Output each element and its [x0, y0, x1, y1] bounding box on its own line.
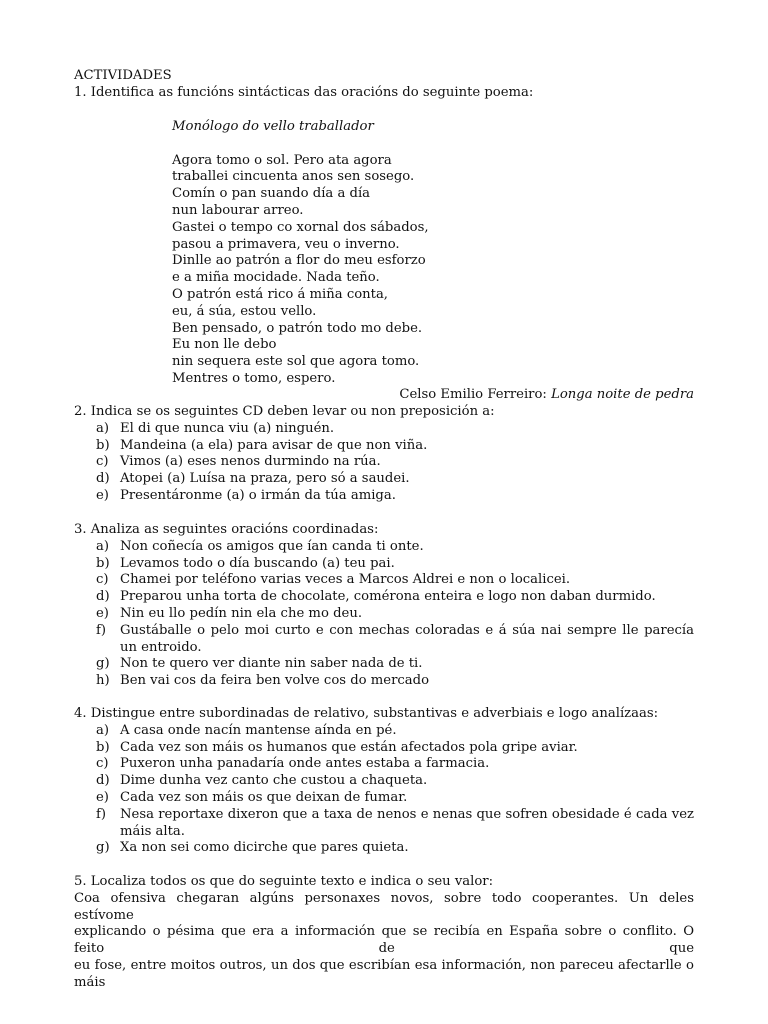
poem-line: nun labourar arreo. — [172, 202, 304, 218]
list-item — [74, 740, 694, 757]
list-item — [74, 756, 694, 773]
heading-block — [74, 68, 694, 102]
poem-title: Monólogo do vello traballador — [172, 119, 374, 134]
item-marker: b) — [96, 437, 110, 453]
poem-line: pasou a primavera, veu o inverno. — [172, 236, 400, 252]
item-text: Puxeron unha panadaría onde antes estaba a farmacia. — [120, 756, 490, 772]
item-text: Mandeina (a ela) para avisar de que non viña. — [120, 437, 428, 453]
list-item — [74, 488, 694, 505]
list-item — [74, 438, 694, 455]
poem-line: O patrón está rico á miña conta, — [172, 286, 388, 302]
q3-section — [74, 522, 694, 690]
q5-text-line: explicando o pésima que era a información que se recibía en España sobre o conflito. O feito de que — [74, 924, 694, 957]
poem-line: Agora tomo o sol. Pero ata agora — [172, 152, 392, 168]
poem-line: e a miña mocidade. Nada teño. — [172, 270, 380, 286]
q3-list — [74, 539, 694, 690]
item-marker: d) — [96, 589, 110, 605]
attribution-author: Celso Emilio Ferreiro: — [399, 387, 552, 402]
item-marker: c) — [96, 756, 109, 772]
item-text: El di que nunca viu (a) ninguén. — [120, 420, 335, 436]
item-marker: f) — [96, 622, 107, 638]
item-text: Ben vai cos da feira ben volve cos do mercado — [120, 673, 430, 689]
item-marker: a) — [96, 420, 110, 436]
item-text: Cada vez son máis os humanos que están afectados pola gripe aviar. — [120, 739, 578, 755]
item-text: Non coñecía os amigos que ían canda ti onte. — [120, 538, 424, 554]
item-text: Nesa reportaxe dixeron que a taxa de nenos e nenas que sofren obesidade é cada vez máis alta. — [120, 806, 694, 839]
item-text: Xa non sei como dicirche que pares quieta. — [120, 840, 409, 856]
list-item — [74, 807, 694, 841]
poem-line: Comín o pan suando día a día — [172, 186, 371, 202]
list-item — [74, 623, 694, 657]
list-item — [74, 656, 694, 673]
item-text: Dime dunha vez canto che custou a chaqueta. — [120, 773, 428, 789]
item-text: Preparou unha torta de chocolate, comérona enteira e logo non daban durmido. — [120, 589, 656, 605]
poem-line: Ben pensado, o patrón todo mo debe. — [172, 320, 423, 336]
item-text: Chamei por teléfono varias veces a Marcos Aldrei e non o localicei. — [120, 572, 571, 588]
poem-line: eu, á súa, estou vello. — [172, 303, 317, 319]
q5-prompt: 5. Localiza todos os que do seguinte texto e indica o seu valor: — [74, 874, 494, 889]
poem-line: traballei cincuenta anos sen sosego. — [172, 169, 415, 185]
item-text: Cada vez son máis os que deixan de fumar. — [120, 789, 408, 805]
list-item — [74, 790, 694, 807]
item-text: Vimos (a) eses nenos durmindo na rúa. — [120, 454, 381, 470]
q2-list — [74, 421, 694, 505]
item-text: Levamos todo o día buscando (a) teu pai. — [120, 555, 395, 571]
poem-line: Gastei o tempo co xornal dos sábados, — [172, 219, 429, 235]
item-marker: a) — [96, 538, 110, 554]
item-marker: c) — [96, 454, 109, 470]
item-marker: g) — [96, 656, 110, 672]
q4-prompt: 4. Distingue entre subordinadas de relativo, substantivas e adverbiais e logo analízaas: — [74, 706, 659, 721]
item-marker: b) — [96, 739, 110, 755]
list-item — [74, 539, 694, 556]
item-marker: e) — [96, 487, 109, 503]
item-marker: b) — [96, 555, 110, 571]
q5-section — [74, 874, 694, 992]
poem — [172, 119, 694, 388]
q5-text-line: Coa ofensiva chegaran algúns personaxes novos, sobre todo cooperantes. Un deles estívome — [74, 890, 694, 923]
attribution-work: Longa noite de pedra — [551, 387, 694, 402]
poem-line: nin sequera este sol que agora tomo. — [172, 354, 420, 370]
list-item — [74, 421, 694, 438]
poem-spacer — [172, 136, 694, 153]
poem-line: Mentres o tomo, espero. — [172, 370, 336, 386]
item-text: Nin eu llo pedín nin ela che mo deu. — [120, 605, 363, 621]
q2-section — [74, 404, 694, 505]
poem-line: Dinlle ao patrón a flor do meu esforzo — [172, 253, 426, 269]
activities-heading: ACTIVIDADES — [74, 68, 172, 83]
list-item — [74, 673, 694, 690]
q2-prompt: 2. Indica se os seguintes CD deben levar ou non preposición a: — [74, 404, 495, 419]
list-item — [74, 840, 694, 857]
list-item — [74, 589, 694, 606]
poem-line: Eu non lle debo — [172, 337, 277, 353]
list-item — [74, 454, 694, 471]
item-marker: c) — [96, 572, 109, 588]
item-marker: d) — [96, 773, 110, 789]
item-marker: g) — [96, 840, 110, 856]
item-text: Non te quero ver diante nin saber nada de ti. — [120, 656, 423, 672]
list-item — [74, 606, 694, 623]
list-item — [74, 773, 694, 790]
q4-list — [74, 723, 694, 857]
poem-attribution — [399, 387, 694, 404]
item-text: A casa onde nacín mantense aínda en pé. — [120, 722, 397, 738]
q5-text-line: eu fose, entre moitos outros, un dos que escribían esa información, non pareceu afectarlle o máis — [74, 957, 694, 990]
item-marker: d) — [96, 471, 110, 487]
list-item — [74, 572, 694, 589]
list-item — [74, 556, 694, 573]
item-marker: e) — [96, 789, 109, 805]
item-text: Gustáballe o pelo moi curto e con mechas coloradas e á súa nai sempre lle parecía un entroido. — [120, 622, 694, 655]
q1-prompt: 1. Identifica as funcións sintácticas das oracións do seguinte poema: — [74, 84, 534, 100]
list-item — [74, 723, 694, 740]
q3-prompt: 3. Analiza as seguintes oracións coordinadas: — [74, 522, 379, 537]
item-marker: f) — [96, 806, 107, 822]
item-text: Atopei (a) Luísa na praza, pero só a saudei. — [120, 471, 410, 487]
item-marker: e) — [96, 605, 109, 621]
q4-section — [74, 706, 694, 857]
item-text: Presentáronme (a) o irmán da túa amiga. — [120, 487, 396, 503]
item-marker: a) — [96, 722, 110, 738]
list-item — [74, 471, 694, 488]
item-marker: h) — [96, 673, 110, 689]
